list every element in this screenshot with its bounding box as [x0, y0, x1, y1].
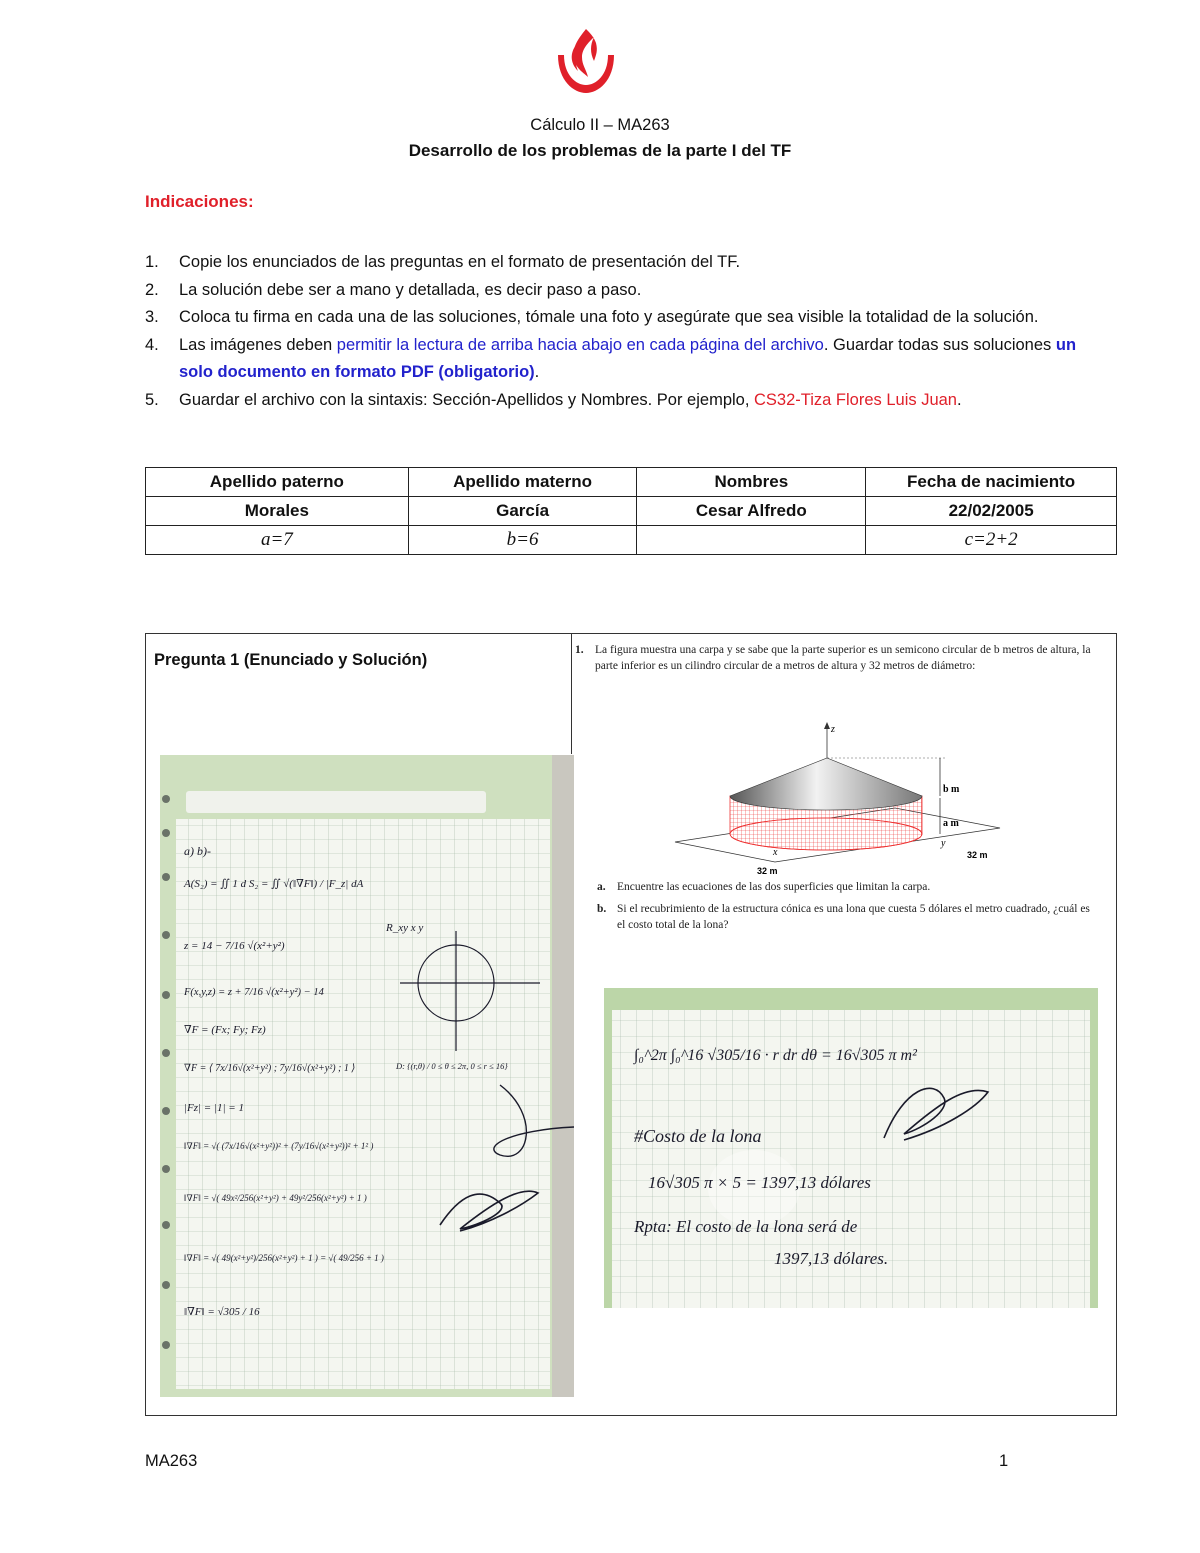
- page-number: 1: [999, 1452, 1009, 1470]
- handwritten-line: Rpta: El costo de la lona será de: [634, 1217, 858, 1236]
- header-cell: Fecha de nacimiento: [866, 468, 1117, 497]
- table-row: [146, 526, 1117, 555]
- handwritten-line: ‖∇F‖ = √( (7x/16√(x²+y²))² + (7y/16√(x²+y²))² + 1² ): [184, 1141, 374, 1151]
- part-label: b.: [597, 903, 607, 915]
- handwritten-line: |Fz| = |1| = 1: [184, 1102, 244, 1114]
- instruction-text: Copie los enunciados de las preguntas en el formato de presentación del TF.: [179, 253, 741, 271]
- question-text: La figura muestra una carpa y se sabe que la parte superior es un semicono circular de b metros de altura, la parte inferior es un cilindro circular de a metros de altura y 32 metros de diámetro:: [595, 644, 1091, 672]
- instruction-number: 1.: [145, 253, 159, 271]
- header-cell: Apellido materno: [408, 468, 637, 497]
- student-info-table: [145, 467, 1117, 555]
- param-cell: a=7: [146, 526, 409, 555]
- handwritten-line: ‖∇F‖ = √( 49x²/256(x²+y²) + 49y²/256(x²+y²) + 1 ): [184, 1193, 367, 1203]
- instruction-highlight: un solo documento en formato PDF (obligatorio): [179, 335, 1077, 381]
- handwritten-line: D: {(r,θ) / 0 ≤ θ ≤ 2π, 0 ≤ r ≤ 16}: [396, 1061, 508, 1071]
- filename-example: CS32-Tiza Flores Luis Juan: [754, 390, 957, 409]
- footer-course-code: MA263: [145, 1452, 198, 1470]
- table-cell: Cesar Alfredo: [637, 497, 866, 526]
- handwritten-line: R_xy x y: [386, 922, 424, 934]
- cone: [730, 758, 922, 810]
- question-label: Pregunta 1 (Enunciado y Solución): [154, 651, 428, 669]
- handwritten-line: F(x,y,z) = z + 7/16 √(x²+y²) − 14: [184, 987, 324, 998]
- instruction-item: [145, 332, 1105, 387]
- upc-logo: [550, 25, 622, 97]
- handwritten-line: A(S₂) = ∬ 1 d S₂ = ∬ √(‖∇F‖) / |F_z| dA: [184, 878, 364, 890]
- header-cell: Nombres: [637, 468, 866, 497]
- table-cell: García: [408, 497, 637, 526]
- instruction-text: Las imágenes deben: [179, 335, 337, 354]
- z-label: z: [831, 724, 835, 735]
- table-cell: 22/02/2005: [866, 497, 1117, 526]
- instruction-number: 3.: [145, 308, 159, 326]
- instruction-item: [145, 304, 1105, 332]
- table-row: [146, 497, 1117, 526]
- handwritten-line: ∇F = ⟨ 7x/16√(x²+y²) ; 7y/16√(x²+y²) ; 1 ⟩: [184, 1063, 356, 1074]
- b-height-label: b m: [943, 784, 960, 795]
- handwritten-line: 16√305 π × 5 = 1397,13 dólares: [648, 1173, 871, 1192]
- question-number: 1.: [575, 644, 584, 656]
- diameter-label: 32 m: [757, 866, 778, 876]
- instruction-text: .: [957, 390, 962, 409]
- instruction-text: . Guardar todas sus soluciones: [823, 335, 1056, 354]
- instructions-heading: Indicaciones:: [145, 192, 254, 211]
- a-height-label: a m: [943, 818, 959, 829]
- part-text: Encuentre las ecuaciones de las dos superficies que limitan la carpa.: [617, 881, 931, 893]
- instruction-item: [145, 387, 1105, 415]
- instruction-highlight: permitir la lectura de arriba hacia abajo en cada página del archivo: [336, 335, 824, 354]
- instruction-text: Coloca tu firma en cada una de las soluciones, tómale una foto y asegúrate que sea visible la totalidad de la solución.: [179, 308, 1039, 326]
- handwritten-line: ‖∇F‖ = √( 49(x²+y²)/256(x²+y²) + 1 ) = √( 49/256 + 1 ): [184, 1253, 384, 1263]
- handwritten-line: #Costo de la lona: [634, 1126, 762, 1146]
- param-cell: [637, 526, 866, 555]
- handwritten-solution-photo: [160, 755, 574, 1397]
- param-cell: b=6: [408, 526, 637, 555]
- diameter-label: 32 m: [967, 850, 988, 860]
- instructions-list: [145, 249, 1105, 414]
- header-cell: Apellido paterno: [146, 468, 409, 497]
- part-label: a.: [597, 881, 606, 893]
- part-text: Si el recubrimiento de la estructura cónica es una lona que cuesta 5 dólares el metro cuadrado, ¿cuál es el costo total de la lona?: [617, 903, 1090, 931]
- handwritten-solution-photo: [604, 988, 1098, 1308]
- instruction-number: 5.: [145, 390, 159, 409]
- handwritten-line: ‖∇F‖ = √305 / 16: [184, 1306, 260, 1318]
- instruction-text: Guardar el archivo con la sintaxis: Sección-Apellidos y Nombres. Por ejemplo,: [179, 390, 755, 409]
- document-title: Desarrollo de los problemas de la parte I del TF: [408, 141, 792, 160]
- instruction-item: [145, 277, 1105, 305]
- y-label: y: [941, 838, 946, 849]
- instruction-number: 4.: [145, 335, 159, 354]
- handwritten-line: a) b)-: [184, 844, 211, 858]
- divider: [571, 634, 572, 754]
- tent-figure: [645, 722, 1025, 880]
- handwritten-line: ∇F = (Fx; Fy; Fz): [184, 1024, 266, 1036]
- instruction-text: La solución debe ser a mano y detallada, es decir paso a paso.: [179, 280, 642, 299]
- handwritten-line: z = 14 − 7/16 √(x²+y²): [184, 940, 285, 952]
- handwritten-line: ∫₀^2π ∫₀^16 √305/16 · r dr dθ = 16√305 π m²: [634, 1047, 917, 1064]
- course-title: Cálculo II – MA263: [530, 116, 670, 134]
- instruction-number: 2.: [145, 280, 159, 299]
- x-label: x: [773, 847, 778, 858]
- handwritten-line: 1397,13 dólares.: [774, 1249, 889, 1268]
- instruction-text: .: [534, 363, 540, 381]
- instruction-item: [145, 249, 1105, 277]
- table-cell: Morales: [146, 497, 409, 526]
- table-header-row: [146, 468, 1117, 497]
- param-cell: c=2+2: [866, 526, 1117, 555]
